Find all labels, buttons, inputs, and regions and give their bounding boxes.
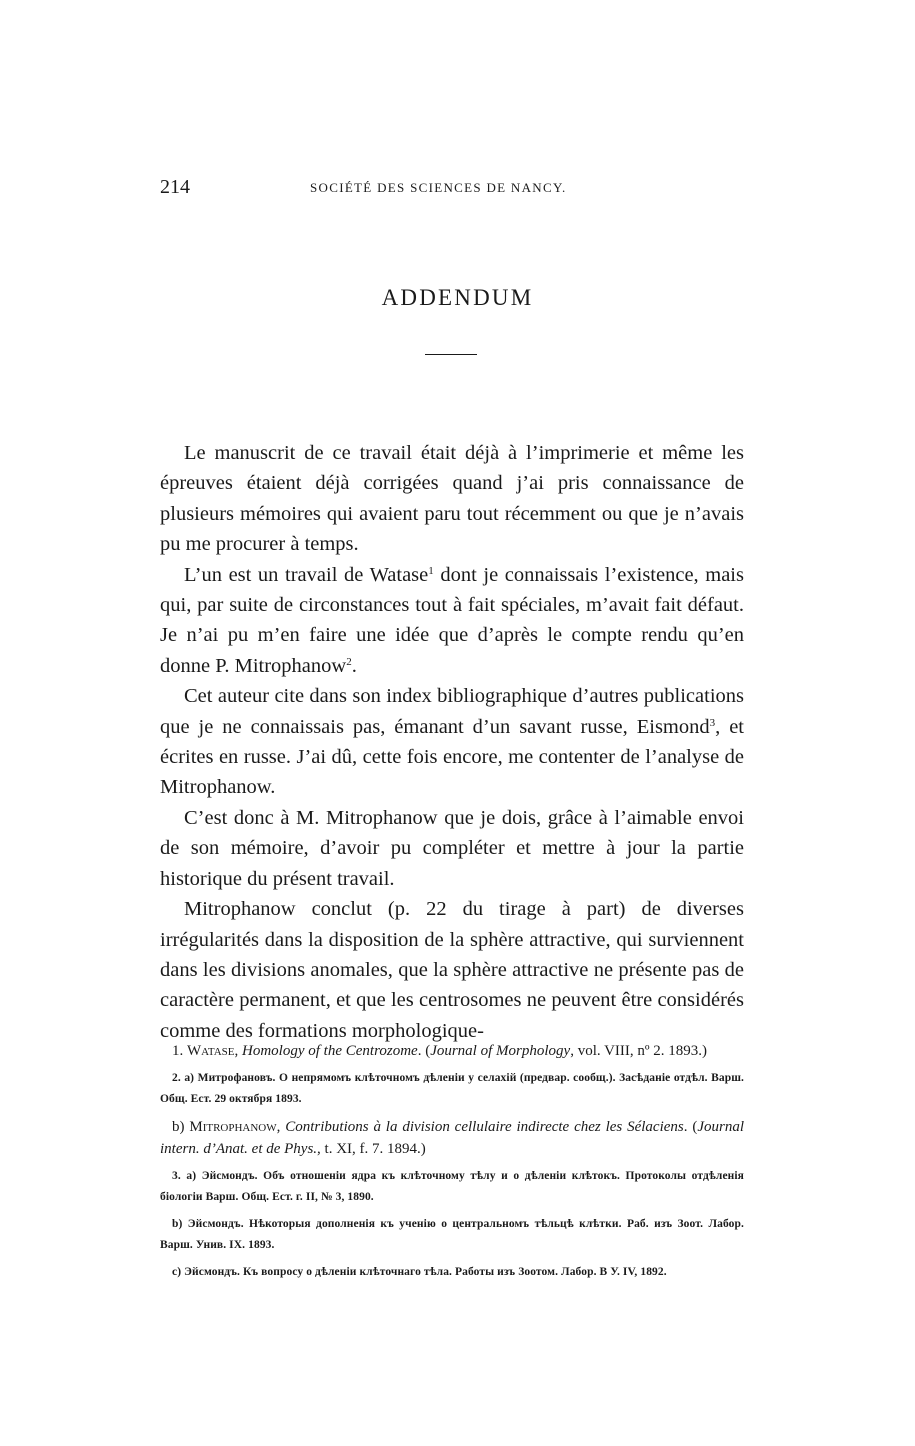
- paragraph-2-text-b: dont je connaissais l’existence, mais qui, par suite de circonstances tout à fait spéciales, m’avait fait défaut. Je n’ai pu m’en faire une idée que d’après le compte rendu qu’en donne P. Mitrophanow: [160, 563, 744, 677]
- footnote-2b-sep: ,: [276, 1119, 286, 1135]
- paragraph-2-text-a: L’un est un travail de Watase: [184, 563, 429, 586]
- paragraph-3-text-b: , et écrites en russe. J’ai dû, cette fois encore, me contenter de l’analyse de Mitrophanow.: [160, 715, 744, 799]
- footnotes: [160, 1040, 744, 1289]
- paragraph-3: [160, 681, 744, 803]
- footnote-ref-3[interactable]: 3: [709, 716, 716, 729]
- paragraph-3-text-a: Cet auteur cite dans son index bibliographique d’autres publications que je ne connaissais pas, émanant d’un savant russe, Eismond: [160, 685, 744, 738]
- paragraph-4: C’est donc à M. Mitrophanow que je dois, grâce à l’aimable envoi de son mémoire, d’avoir pu compléter et mettre à jour la partie historique du présent travail.: [160, 806, 744, 890]
- body-text: [160, 438, 744, 1046]
- footnote-2b: [160, 1116, 744, 1160]
- footnote-2b-author: Mitrophanow: [189, 1119, 277, 1135]
- page-number: 214: [160, 176, 190, 198]
- footnote-2b-title: Contributions à la division cellulaire indirecte chez les Sélaciens: [285, 1119, 684, 1135]
- paragraph-2: [160, 560, 744, 682]
- footnote-3c: c) Эйсмондъ. Къ вопросу о дѣленіи клѣточнаго тѣла. Работы изъ Зоотом. Лабор. В У. IV, 1892.: [172, 1266, 667, 1278]
- paragraph-2-text-c: .: [351, 654, 357, 677]
- footnote-2b-mid: . (: [683, 1119, 698, 1135]
- paragraph-1: Le manuscrit de ce travail était déjà à l’imprimerie et même les épreuves étaient déjà corrigées quand j’ai pris connaissance de plusieurs mémoires qui avaient paru tout récemment ou que je n’avais pu me procurer à temps.: [160, 442, 744, 556]
- footnote-1-mid: . (: [417, 1043, 431, 1059]
- footnote-2b-rest: , t. XI, f. 7. 1894.): [317, 1141, 426, 1157]
- footnote-2b-label: b): [172, 1119, 190, 1135]
- footnote-1-author: Watase: [187, 1043, 235, 1059]
- footnote-1-journal: Journal of Morphology: [430, 1043, 571, 1059]
- footnote-1: [160, 1040, 744, 1062]
- footnote-1-title: Homology of the Centrozome: [242, 1043, 418, 1059]
- footnote-ref-2[interactable]: 2: [346, 655, 352, 668]
- footnote-2a: 2. a) Митрофановъ. О непрямомъ клѣточномъ дѣленіи у селахій (предвар. сообщ.). Засѣданіе отдѣл. Варш. Общ. Ест. 29 октября 1893.: [160, 1072, 744, 1105]
- section-heading: ADDENDUM: [381, 285, 534, 310]
- paragraph-5: Mitrophanow conclut (p. 22 du tirage à part) de diverses irrégularités dans la disposition de la sphère attractive, qui surviennent dans les divisions anomales, que la sphère attractive ne présente pas de caractère permanent, et que les centrosomes ne peuvent être considérés comme des formations morphologique-: [160, 898, 744, 1042]
- heading-rule: [425, 354, 477, 355]
- footnote-1-num: 1.: [172, 1043, 187, 1059]
- footnote-3a: 3. a) Эйсмондъ. Объ отношеніи ядра къ клѣточному тѣлу и о дѣленіи клѣтокъ. Протоколы отдѣленія біологіи Варш. Общ. Ест. г. II, № 3, 1890.: [160, 1170, 744, 1203]
- footnote-1-sep: ,: [234, 1043, 243, 1059]
- running-head: [160, 176, 750, 200]
- journal-title: SOCIÉTÉ DES SCIENCES DE NANCY.: [310, 180, 567, 195]
- footnote-ref-1[interactable]: 1: [428, 564, 434, 577]
- footnote-2b-journal: Journal intern. d’Anat. et de Phys.: [160, 1119, 745, 1157]
- footnote-1-rest: , vol. VIII, nº 2. 1893.): [570, 1043, 708, 1059]
- footnote-3b: b) Эйсмондъ. Нѣкоторыя дополненія къ ученію о центральномъ тѣльцѣ клѣтки. Раб. изъ Зоот. Лабор. Варш. Унив. IX. 1893.: [160, 1218, 744, 1251]
